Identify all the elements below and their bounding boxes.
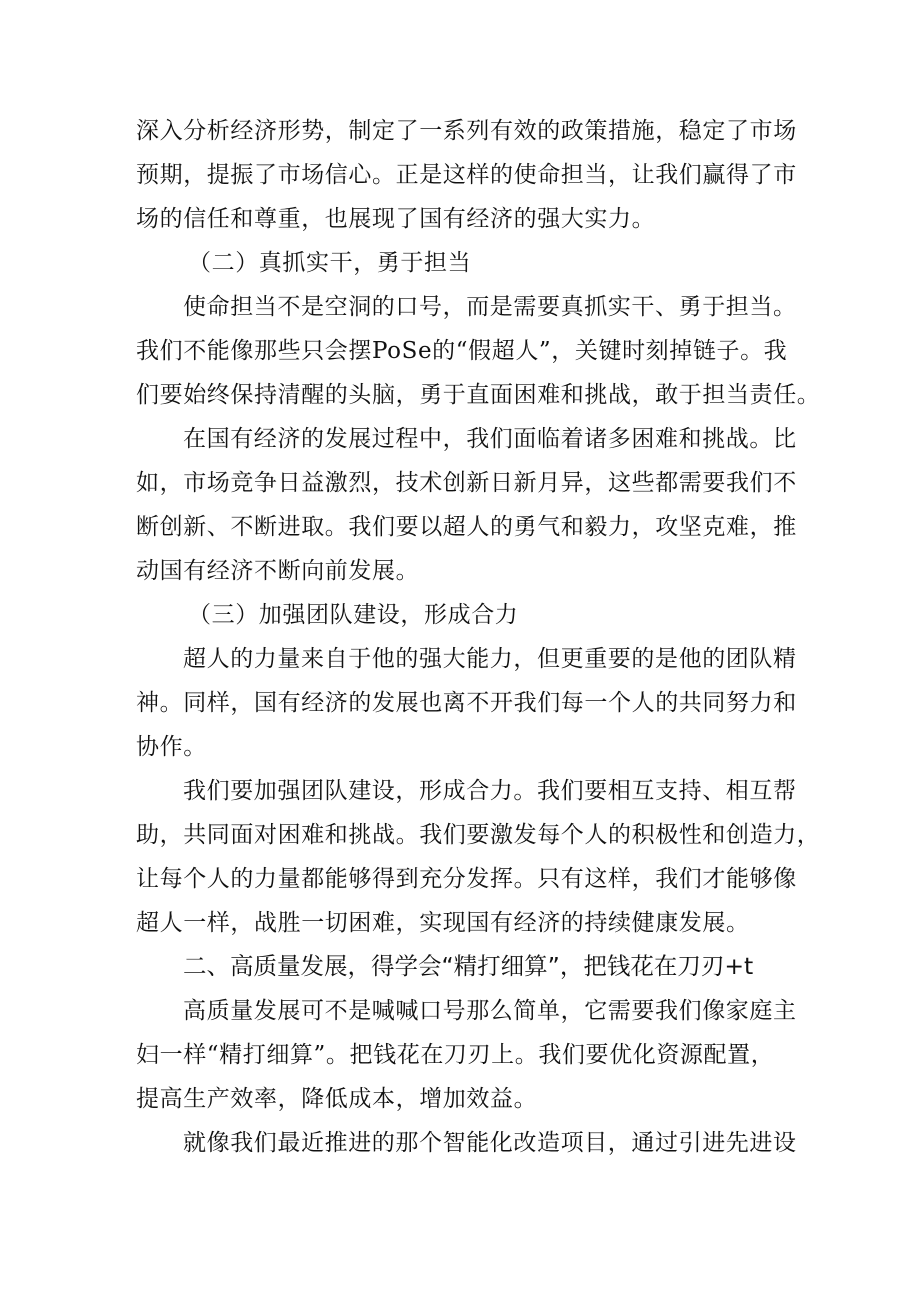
paragraph-line: 动国有经济不断向前发展。: [136, 558, 420, 584]
paragraph-line: 就像我们最近推进的那个智能化改造项目，通过引进先进设: [183, 1130, 797, 1156]
paragraph-line: 高质量发展可不是喊喊口号那么简单，它需要我们像家庭主: [183, 998, 797, 1024]
paragraph-line: 使命担当不是空洞的口号，而是需要真抓实干、勇于担当。: [183, 294, 797, 320]
paragraph-line: 助，共同面对困难和挑战。我们要激发每个人的积极性和创造力，: [136, 822, 821, 848]
paragraph-line: 超人一样，战胜一切困难，实现国有经济的持续健康发展。: [136, 910, 750, 936]
paragraph-line: 让每个人的力量都能够得到充分发挥。只有这样，我们才能够像: [136, 866, 797, 892]
paragraph-line: 深入分析经济形势，制定了一系列有效的政策措施，稳定了市场: [136, 118, 797, 144]
paragraph-line: 超人的力量来自于他的强大能力，但更重要的是他的团队精: [183, 646, 797, 672]
paragraph-line: 在国有经济的发展过程中，我们面临着诸多困难和挑战。比: [183, 426, 797, 452]
paragraph-line: 我们要加强团队建设，形成合力。我们要相互支持、相互帮: [183, 778, 797, 804]
paragraph-line: 们要始终保持清醒的头脑，勇于直面困难和挑战，敢于担当责任。: [136, 382, 821, 408]
section-heading: （二）真抓实干，勇于担当: [188, 250, 472, 276]
paragraph-line: 我们不能像那些只会摆PoSe的“假超人”，关键时刻掉链子。我: [136, 338, 788, 364]
paragraph-line: 提高生产效率，降低成本，增加效益。: [136, 1086, 538, 1112]
chapter-heading: 二、高质量发展，得学会“精打细算”，把钱花在刀刃+t: [183, 952, 754, 980]
paragraph-line: 妇一样“精打细算”。把钱花在刀刃上。我们要优化资源配置，: [136, 1042, 775, 1068]
section-heading: （三）加强团队建设，形成合力: [188, 602, 519, 628]
paragraph-line: 如，市场竞争日益激烈，技术创新日新月异，这些都需要我们不: [136, 470, 797, 496]
paragraph-line: 协作。: [136, 734, 207, 760]
paragraph-line: 场的信任和尊重，也展现了国有经济的强大实力。: [136, 206, 656, 232]
paragraph-line: 断创新、不断进取。我们要以超人的勇气和毅力，攻坚克难，推: [136, 514, 797, 540]
paragraph-line: 神。同样，国有经济的发展也离不开我们每一个人的共同努力和: [136, 690, 797, 716]
paragraph-line: 预期，提振了市场信心。正是这样的使命担当，让我们赢得了市: [136, 162, 797, 188]
